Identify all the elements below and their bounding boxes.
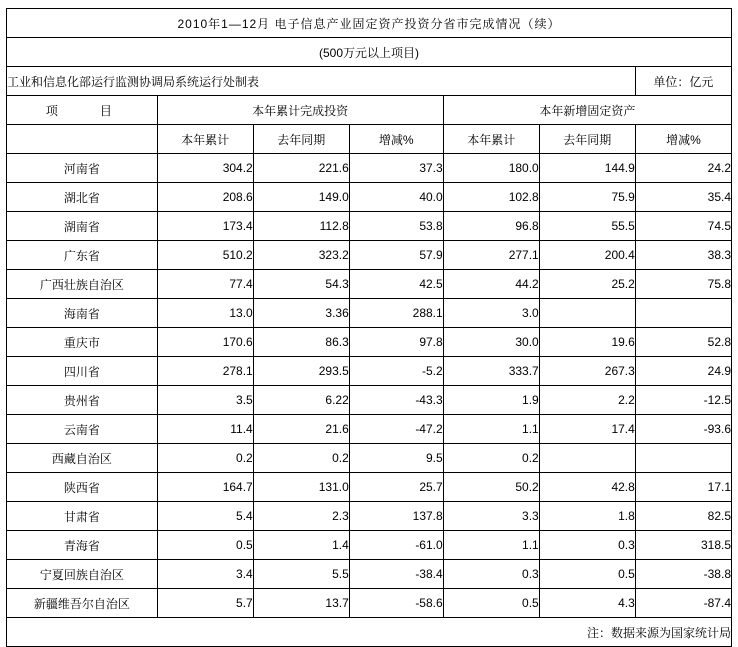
row-value-5: 17.1 — [635, 473, 731, 502]
row-region: 四川省 — [7, 357, 158, 386]
row-value-1: 131.0 — [253, 473, 349, 502]
table-row — [7, 270, 732, 299]
row-value-3: 102.8 — [443, 183, 539, 212]
row-value-3: 0.2 — [443, 444, 539, 473]
row-region: 青海省 — [7, 531, 158, 560]
row-value-3: 50.2 — [443, 473, 539, 502]
source-note: 注：数据来源为国家统计局 — [7, 618, 732, 647]
row-region: 陕西省 — [7, 473, 158, 502]
row-value-3: 1.1 — [443, 531, 539, 560]
row-value-0: 5.7 — [157, 589, 253, 618]
row-value-5: 24.2 — [635, 154, 731, 183]
row-value-0: 0.2 — [157, 444, 253, 473]
row-value-5: -87.4 — [635, 589, 731, 618]
row-value-5: 318.5 — [635, 531, 731, 560]
row-value-3: 180.0 — [443, 154, 539, 183]
table-row — [7, 589, 732, 618]
row-value-5: -93.6 — [635, 415, 731, 444]
header-group-newassets: 本年新增固定资产 — [443, 96, 731, 125]
row-value-0: 0.5 — [157, 531, 253, 560]
row-value-2: 57.9 — [349, 241, 443, 270]
row-value-2: 9.5 — [349, 444, 443, 473]
row-value-1: 86.3 — [253, 328, 349, 357]
row-value-1: 21.6 — [253, 415, 349, 444]
row-value-0: 304.2 — [157, 154, 253, 183]
row-region: 甘肃省 — [7, 502, 158, 531]
row-value-3: 333.7 — [443, 357, 539, 386]
row-region: 广西壮族自治区 — [7, 270, 158, 299]
header-group-investment: 本年累计完成投资 — [157, 96, 443, 125]
row-value-1: 13.7 — [253, 589, 349, 618]
table-row — [7, 183, 732, 212]
row-value-4: 200.4 — [539, 241, 635, 270]
table-row — [7, 386, 732, 415]
row-value-3: 1.9 — [443, 386, 539, 415]
header-col-2: 增减% — [349, 125, 443, 154]
title-row — [7, 9, 732, 38]
row-value-2: 137.8 — [349, 502, 443, 531]
row-region: 云南省 — [7, 415, 158, 444]
row-value-5: 35.4 — [635, 183, 731, 212]
row-value-0: 170.6 — [157, 328, 253, 357]
row-value-2: 42.5 — [349, 270, 443, 299]
row-value-1: 221.6 — [253, 154, 349, 183]
table-row — [7, 502, 732, 531]
row-value-4: 75.9 — [539, 183, 635, 212]
row-value-0: 164.7 — [157, 473, 253, 502]
row-value-0: 77.4 — [157, 270, 253, 299]
row-region: 重庆市 — [7, 328, 158, 357]
row-region: 西藏自治区 — [7, 444, 158, 473]
row-value-0: 173.4 — [157, 212, 253, 241]
row-value-1: 112.8 — [253, 212, 349, 241]
row-value-1: 323.2 — [253, 241, 349, 270]
investment-table — [6, 8, 732, 647]
unit-label: 单位：亿元 — [635, 67, 731, 96]
org-label: 工业和信息化部运行监测协调局系统运行处制表 — [7, 67, 636, 96]
row-region: 河南省 — [7, 154, 158, 183]
table-row — [7, 357, 732, 386]
row-value-5 — [635, 444, 731, 473]
row-value-2: 40.0 — [349, 183, 443, 212]
header-col-1: 去年同期 — [253, 125, 349, 154]
row-value-0: 13.0 — [157, 299, 253, 328]
row-value-5: 82.5 — [635, 502, 731, 531]
header-item-label: 项 目 — [7, 96, 158, 125]
row-value-4: 267.3 — [539, 357, 635, 386]
row-value-3: 3.0 — [443, 299, 539, 328]
row-value-2: -58.6 — [349, 589, 443, 618]
header-blank — [7, 125, 158, 154]
row-value-2: -38.4 — [349, 560, 443, 589]
row-value-1: 1.4 — [253, 531, 349, 560]
note-row — [7, 618, 732, 647]
row-region: 湖北省 — [7, 183, 158, 212]
row-value-5 — [635, 299, 731, 328]
row-value-5: -12.5 — [635, 386, 731, 415]
row-value-3: 44.2 — [443, 270, 539, 299]
row-value-1: 293.5 — [253, 357, 349, 386]
document-title: 2010年1—12月 电子信息产业固定资产投资分省市完成情况（续） — [7, 9, 732, 38]
row-region: 湖南省 — [7, 212, 158, 241]
row-value-4: 17.4 — [539, 415, 635, 444]
row-value-3: 30.0 — [443, 328, 539, 357]
row-value-2: -5.2 — [349, 357, 443, 386]
row-value-1: 5.5 — [253, 560, 349, 589]
row-value-1: 3.36 — [253, 299, 349, 328]
table-row — [7, 473, 732, 502]
row-value-2: 53.8 — [349, 212, 443, 241]
table-row — [7, 415, 732, 444]
row-value-5: 38.3 — [635, 241, 731, 270]
row-region: 宁夏回族自治区 — [7, 560, 158, 589]
table-row — [7, 154, 732, 183]
row-region: 海南省 — [7, 299, 158, 328]
table-row — [7, 560, 732, 589]
row-value-4: 144.9 — [539, 154, 635, 183]
table-row — [7, 531, 732, 560]
row-value-4: 0.3 — [539, 531, 635, 560]
row-value-1: 2.3 — [253, 502, 349, 531]
header-col-4: 去年同期 — [539, 125, 635, 154]
row-value-2: 25.7 — [349, 473, 443, 502]
row-value-2: 37.3 — [349, 154, 443, 183]
row-value-0: 208.6 — [157, 183, 253, 212]
document-subtitle: (500万元以上项目) — [7, 38, 732, 67]
row-value-4: 55.5 — [539, 212, 635, 241]
row-value-1: 54.3 — [253, 270, 349, 299]
row-value-4: 4.3 — [539, 589, 635, 618]
subtitle-row — [7, 38, 732, 67]
row-value-0: 3.5 — [157, 386, 253, 415]
row-value-3: 3.3 — [443, 502, 539, 531]
row-value-1: 6.22 — [253, 386, 349, 415]
row-value-3: 277.1 — [443, 241, 539, 270]
row-value-4: 25.2 — [539, 270, 635, 299]
org-row — [7, 67, 732, 96]
row-value-0: 11.4 — [157, 415, 253, 444]
row-value-5: 24.9 — [635, 357, 731, 386]
row-value-2: -61.0 — [349, 531, 443, 560]
row-value-5: 75.8 — [635, 270, 731, 299]
row-value-3: 96.8 — [443, 212, 539, 241]
row-value-0: 3.4 — [157, 560, 253, 589]
row-value-4: 0.5 — [539, 560, 635, 589]
header-col-3: 本年累计 — [443, 125, 539, 154]
row-value-0: 510.2 — [157, 241, 253, 270]
row-region: 广东省 — [7, 241, 158, 270]
row-value-4 — [539, 299, 635, 328]
table-row — [7, 241, 732, 270]
row-value-4: 42.8 — [539, 473, 635, 502]
row-value-5: 52.8 — [635, 328, 731, 357]
row-value-4: 1.8 — [539, 502, 635, 531]
row-value-3: 0.3 — [443, 560, 539, 589]
row-value-4: 2.2 — [539, 386, 635, 415]
row-value-4 — [539, 444, 635, 473]
row-value-2: 288.1 — [349, 299, 443, 328]
header-group-row — [7, 96, 732, 125]
row-value-1: 149.0 — [253, 183, 349, 212]
table-row — [7, 444, 732, 473]
row-value-2: -47.2 — [349, 415, 443, 444]
table-row — [7, 328, 732, 357]
row-value-0: 5.4 — [157, 502, 253, 531]
row-value-5: 74.5 — [635, 212, 731, 241]
row-value-2: -43.3 — [349, 386, 443, 415]
row-value-4: 19.6 — [539, 328, 635, 357]
row-value-1: 0.2 — [253, 444, 349, 473]
row-value-5: -38.8 — [635, 560, 731, 589]
header-col-0: 本年累计 — [157, 125, 253, 154]
table-row — [7, 299, 732, 328]
row-value-3: 0.5 — [443, 589, 539, 618]
row-region: 贵州省 — [7, 386, 158, 415]
row-value-2: 97.8 — [349, 328, 443, 357]
table-row — [7, 212, 732, 241]
header-sub-row — [7, 125, 732, 154]
row-region: 新疆维吾尔自治区 — [7, 589, 158, 618]
row-value-0: 278.1 — [157, 357, 253, 386]
row-value-3: 1.1 — [443, 415, 539, 444]
header-col-5: 增减% — [635, 125, 731, 154]
